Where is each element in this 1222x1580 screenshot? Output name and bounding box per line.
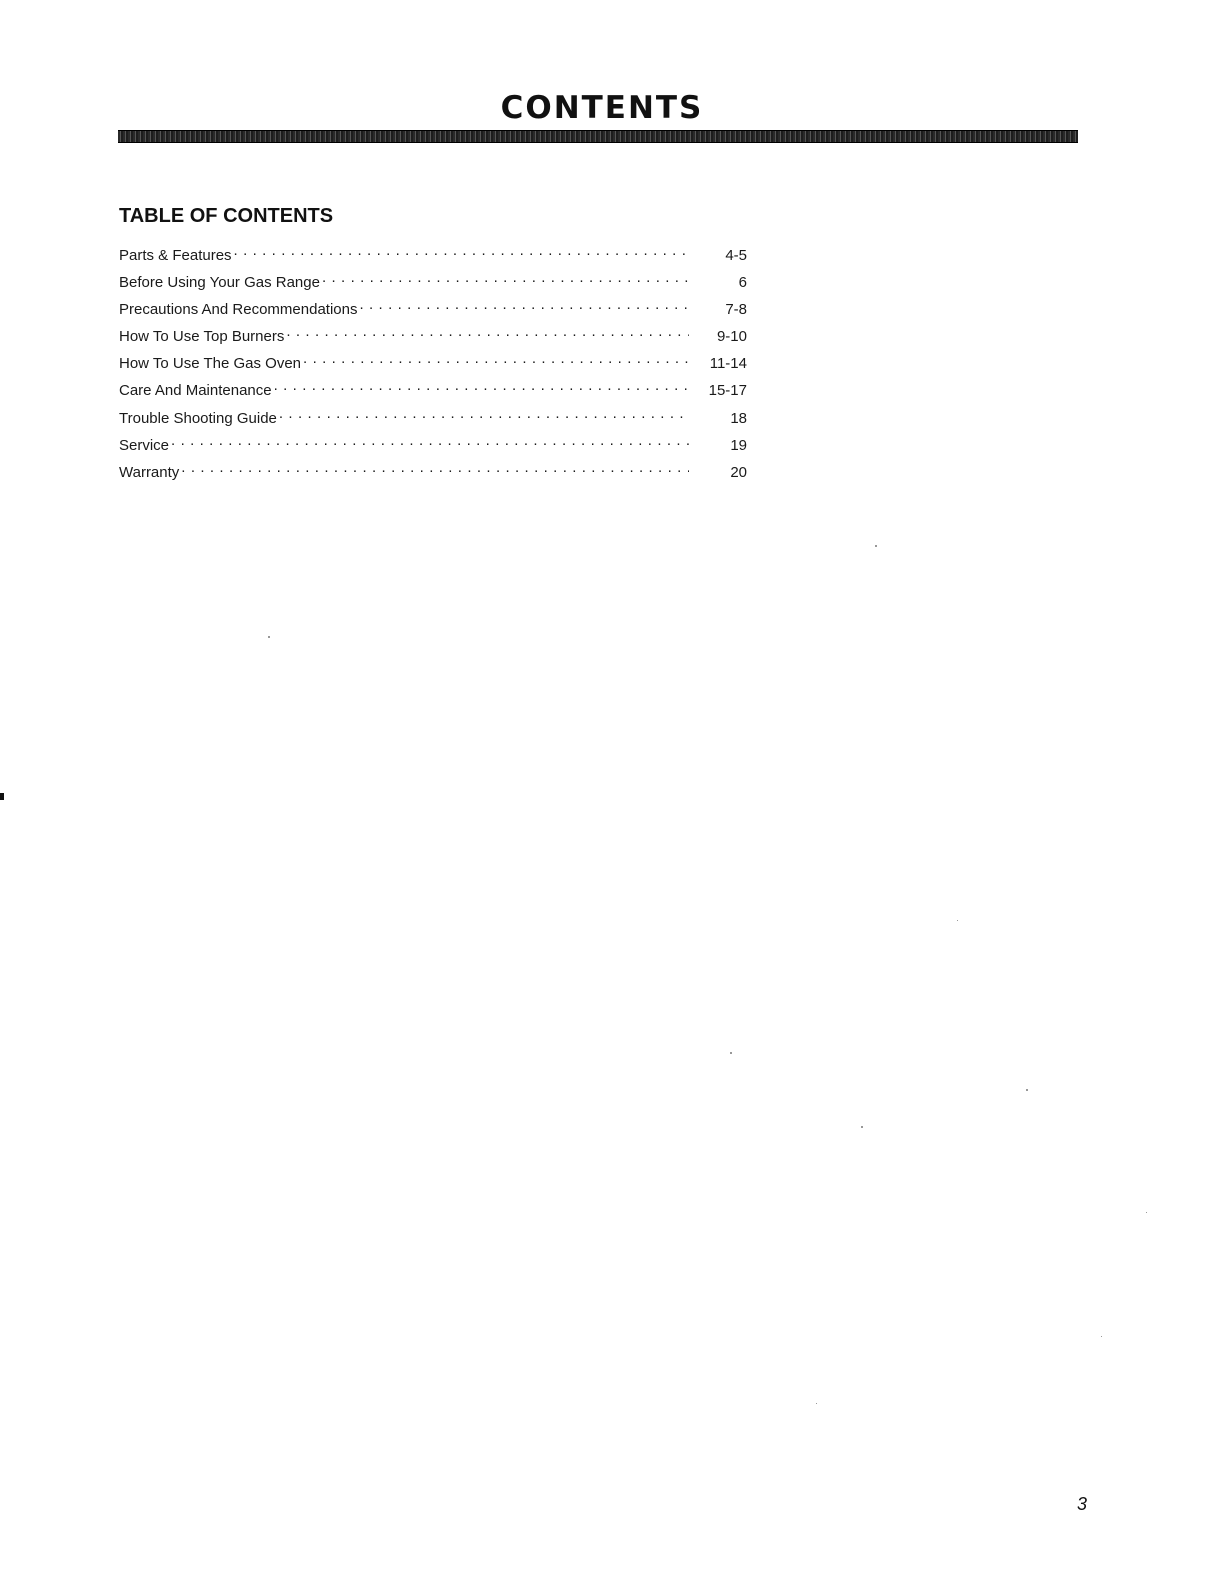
- scan-speck: [861, 1126, 863, 1128]
- toc-entry: [119, 459, 747, 486]
- page-title: CONTENTS: [500, 90, 704, 126]
- scan-speck: [730, 1052, 732, 1054]
- scan-edge-mark: [0, 793, 4, 800]
- scan-speck: [1026, 1089, 1028, 1091]
- toc-entry-page: 20: [730, 463, 747, 481]
- scan-speck: [1101, 1336, 1102, 1337]
- dot-leader: [322, 269, 689, 287]
- dot-leader: [234, 242, 689, 260]
- toc-entry-page: 6: [738, 274, 747, 292]
- toc-entry: [119, 323, 747, 350]
- dot-leader: [286, 323, 689, 341]
- toc-entry-label: Before Using Your Gas Range: [119, 274, 320, 292]
- toc-entry-page: 18: [730, 409, 747, 427]
- toc-entry-page: 11-14: [709, 355, 747, 373]
- toc-entry-page: 4-5: [725, 247, 747, 264]
- scan-speck: [816, 1403, 817, 1404]
- scan-speck: [1146, 1212, 1147, 1213]
- toc-entry: [119, 405, 747, 432]
- dot-leader: [303, 350, 689, 368]
- scan-speck: [268, 636, 270, 638]
- toc-entry-label: Care And Maintenance: [119, 382, 272, 400]
- toc-entry-label: Precautions And Recommendations: [119, 301, 358, 319]
- scan-speck: [957, 920, 958, 921]
- toc-entry-label: Warranty: [119, 463, 180, 481]
- toc-heading: TABLE OF CONTENTS: [119, 205, 334, 227]
- toc-entry: [119, 350, 747, 377]
- toc-entry-page: 19: [730, 436, 747, 454]
- toc-entry-label: How To Use The Gas Oven: [119, 355, 302, 373]
- toc-entry-label: Parts & Features: [119, 247, 232, 264]
- toc-entry: [119, 296, 747, 323]
- dot-leader: [279, 405, 689, 423]
- scan-speck: [875, 545, 877, 547]
- toc-entry-page: 7-8: [725, 301, 747, 319]
- dot-leader: [171, 432, 689, 450]
- title-rule: [118, 130, 1078, 143]
- toc-entry: [119, 432, 747, 459]
- toc-entry-label: Service: [119, 436, 170, 454]
- toc-entry-page: 15-17: [708, 382, 747, 400]
- page-number: 3: [1077, 1494, 1088, 1514]
- toc-list: [119, 242, 747, 486]
- toc-entry: [119, 269, 747, 296]
- toc-entry-label: How To Use Top Burners: [119, 328, 285, 346]
- page-header: [118, 88, 1078, 143]
- toc-entry-label: Trouble Shooting Guide: [119, 409, 277, 427]
- dot-leader: [359, 296, 689, 314]
- toc-entry-page: 9-10: [716, 328, 747, 346]
- toc-entry: [119, 242, 747, 269]
- toc-entry: [119, 377, 747, 404]
- table-of-contents: [119, 205, 747, 486]
- dot-leader: [274, 377, 689, 395]
- dot-leader: [181, 459, 689, 477]
